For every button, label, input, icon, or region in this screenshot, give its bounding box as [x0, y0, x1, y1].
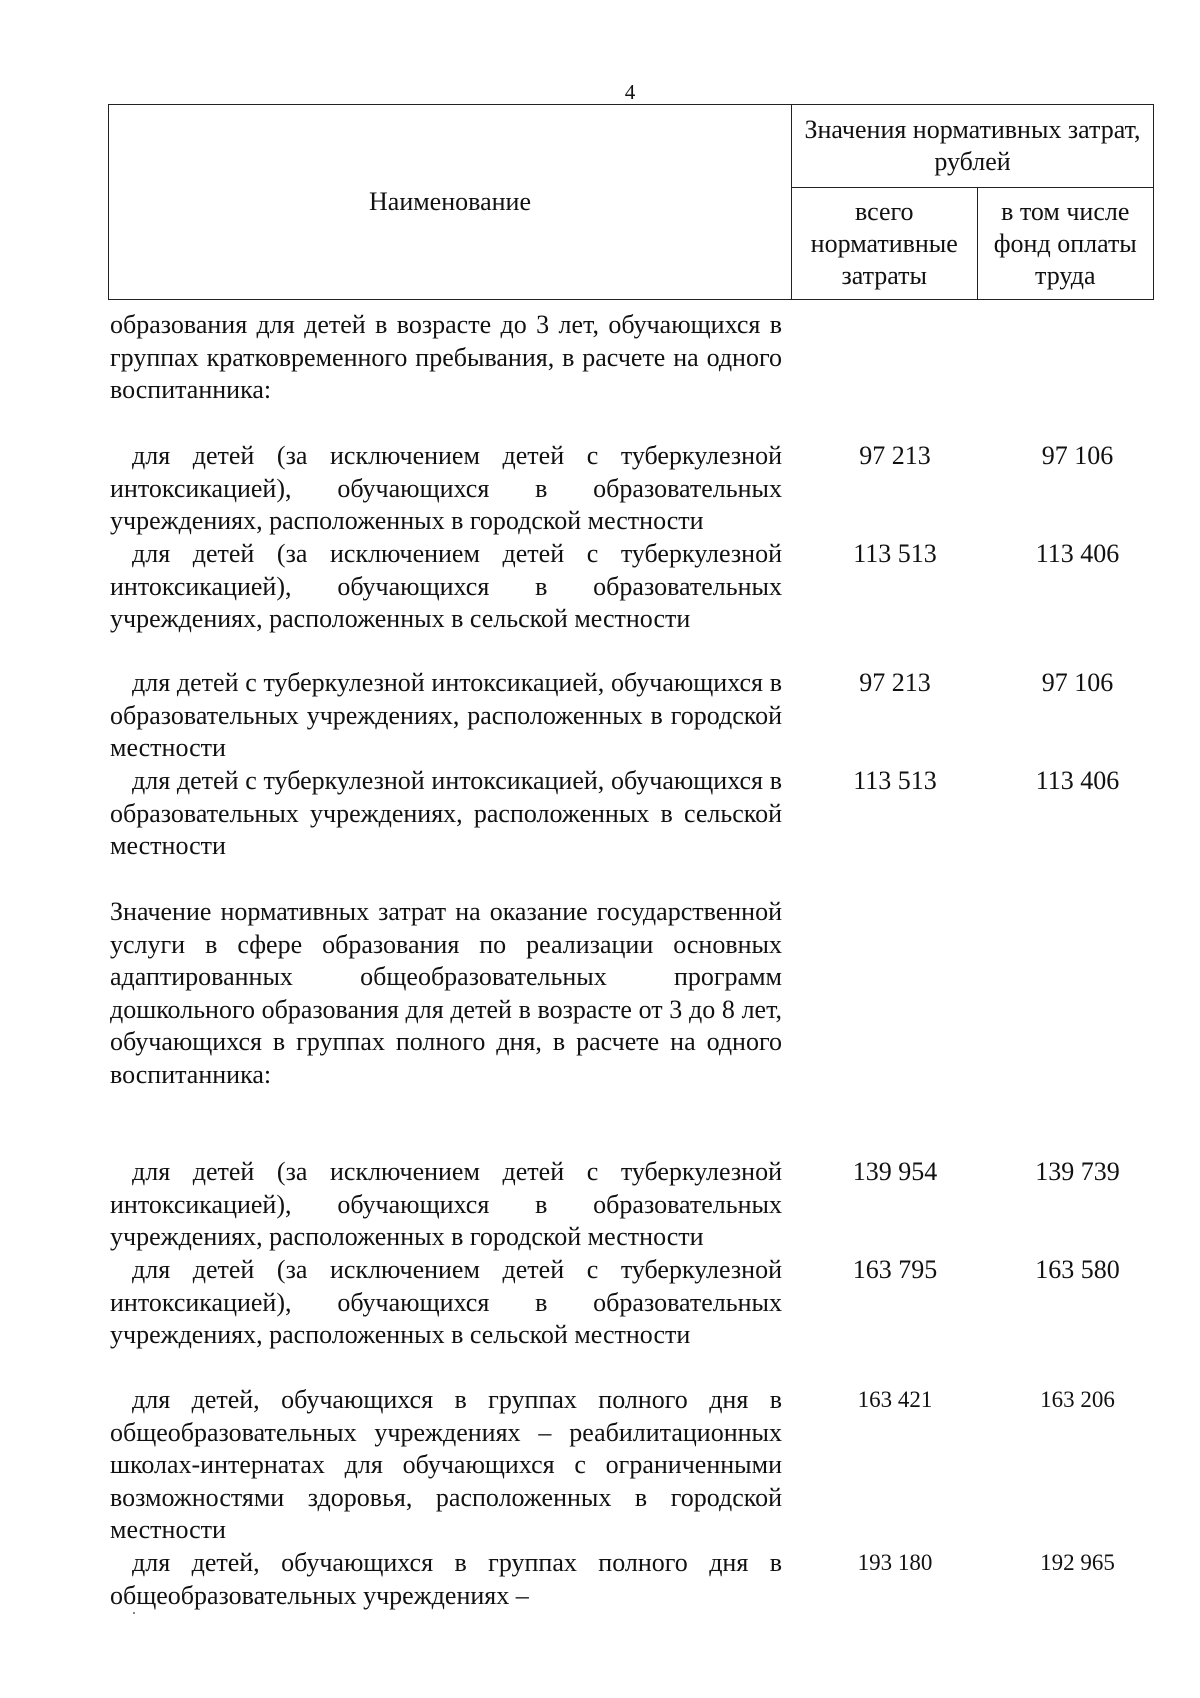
row-fund-value: 163 206	[1040, 1387, 1115, 1412]
row-text: Значение нормативных затрат на оказание государственной услуги в сфере образования по реализации основных адаптированных общеобразовательных программ дошкольного образования для детей в возрасте от 3 до 8 лет, обучающихся в группах полного дня, в расчете на одного воспитанника:	[110, 897, 782, 1089]
row-total-value: 193 180	[857, 1550, 933, 1575]
table-row	[110, 1384, 1150, 1547]
row-total-value: 163 795	[852, 1255, 938, 1284]
row-total-value: 113 513	[853, 766, 937, 795]
row-fund-value: 163 580	[1035, 1255, 1120, 1284]
header-name-cell: Наименование	[109, 105, 792, 300]
row-fund-value: 192 965	[1040, 1550, 1115, 1575]
table-row	[110, 440, 1150, 538]
row-total-value: 97 213	[859, 668, 931, 697]
row-fund-value: 113 406	[1035, 766, 1120, 795]
table-row	[110, 896, 1150, 1091]
table-row	[110, 667, 1150, 765]
row-text: для детей с туберкулезной интоксикацией, обучающихся в образовательных учреждениях, расположенных в сельской местности	[110, 766, 782, 860]
table-row	[110, 1156, 1150, 1254]
table-row	[110, 765, 1150, 863]
table-header	[108, 104, 1154, 300]
table-row	[110, 309, 1150, 407]
row-fund-value: 97 106	[1041, 441, 1114, 470]
row-text: для детей (за исключением детей с туберкулезной интоксикацией), обучающихся в образовательных учреждениях, расположенных в городской местности	[110, 441, 782, 535]
row-text: для детей с туберкулезной интоксикацией, обучающихся в образовательных учреждениях, расположенных в городской местности	[110, 668, 782, 762]
row-text: образования для детей в возрасте до 3 лет, обучающихся в группах кратковременного пребывания, в расчете на одного воспитанника:	[110, 310, 782, 404]
row-text: для детей, обучающихся в группах полного дня в общеобразовательных учреждениях –	[110, 1548, 782, 1610]
header-total-costs: всего нормативные затраты	[792, 188, 978, 300]
row-text: для детей (за исключением детей с туберкулезной интоксикацией), обучающихся в образовательных учреждениях, расположенных в сельской местности	[110, 1255, 782, 1349]
row-text: для детей (за исключением детей с туберкулезной интоксикацией), обучающихся в образовательных учреждениях, расположенных в городской местности	[110, 1157, 782, 1251]
table-row	[110, 1547, 1150, 1612]
header-values-group: Значения нормативных затрат, рублей	[792, 105, 1154, 188]
row-fund-value: 113 406	[1035, 539, 1120, 568]
row-total-value: 97 213	[859, 441, 931, 470]
row-text: для детей, обучающихся в группах полного дня в общеобразовательных учреждениях – реабилитационных школах-интернатах для обучающихся с ограниченными возможностями здоровья, расположенных в городской местности	[110, 1385, 782, 1544]
table-row	[110, 1254, 1150, 1352]
scan-speck	[133, 1612, 135, 1614]
row-total-value: 139 954	[852, 1157, 938, 1186]
page-number: 4	[624, 80, 636, 104]
row-text: для детей (за исключением детей с туберкулезной интоксикацией), обучающихся в образовательных учреждениях, расположенных в сельской местности	[110, 539, 782, 633]
row-total-value: 113 513	[853, 539, 937, 568]
row-fund-value: 139 739	[1035, 1157, 1120, 1186]
row-fund-value: 97 106	[1041, 668, 1114, 697]
header-wage-fund: в том числе фонд оплаты труда	[977, 188, 1154, 300]
row-total-value: 163 421	[857, 1387, 933, 1412]
table-row	[110, 538, 1150, 636]
